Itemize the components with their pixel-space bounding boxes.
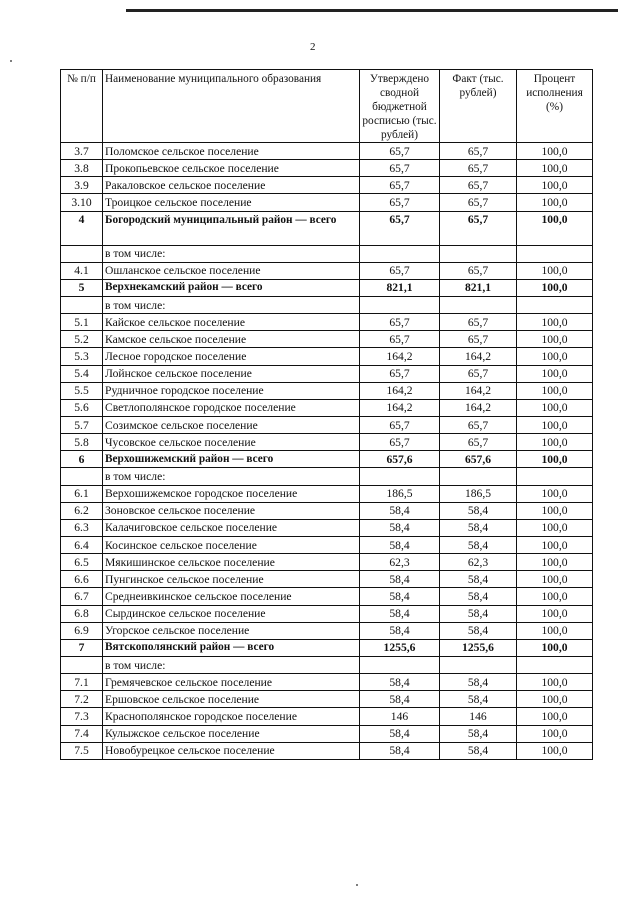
table-row xyxy=(61,742,593,759)
cell-name: Косинское сельское поселение xyxy=(103,536,360,553)
table-row xyxy=(61,296,593,313)
table-header-row xyxy=(61,70,593,143)
cell-num: 4 xyxy=(61,211,103,245)
cell-percent: 100,0 xyxy=(517,536,593,553)
cell-num xyxy=(61,468,103,485)
cell-fact: 65,7 xyxy=(440,331,517,348)
cell-fact xyxy=(440,296,517,313)
cell-name: Новобурецкое сельское поселение xyxy=(103,742,360,759)
cell-percent xyxy=(517,245,593,262)
cell-fact: 58,4 xyxy=(440,605,517,622)
cell-percent: 100,0 xyxy=(517,399,593,416)
cell-approved: 58,4 xyxy=(360,571,440,588)
cell-name: в том числе: xyxy=(103,468,360,485)
cell-percent: 100,0 xyxy=(517,314,593,331)
cell-name: Кайское сельское поселение xyxy=(103,314,360,331)
table-row xyxy=(61,519,593,536)
cell-fact: 58,4 xyxy=(440,571,517,588)
table-row xyxy=(61,262,593,279)
cell-percent: 100,0 xyxy=(517,434,593,451)
table-row xyxy=(61,588,593,605)
table-row xyxy=(61,571,593,588)
cell-name: Верхошижемское городское поселение xyxy=(103,485,360,502)
cell-approved: 164,2 xyxy=(360,399,440,416)
cell-percent: 100,0 xyxy=(517,674,593,691)
cell-name: в том числе: xyxy=(103,245,360,262)
cell-percent: 100,0 xyxy=(517,365,593,382)
cell-num: 5.5 xyxy=(61,382,103,399)
table-row xyxy=(61,725,593,742)
cell-fact: 65,7 xyxy=(440,434,517,451)
cell-num xyxy=(61,296,103,313)
cell-fact: 58,4 xyxy=(440,588,517,605)
cell-percent: 100,0 xyxy=(517,177,593,194)
cell-approved: 58,4 xyxy=(360,622,440,639)
cell-percent: 100,0 xyxy=(517,451,593,468)
cell-name: Зоновское сельское поселение xyxy=(103,502,360,519)
cell-name: Кулыжское сельское поселение xyxy=(103,725,360,742)
cell-approved xyxy=(360,656,440,673)
table-row xyxy=(61,708,593,725)
cell-num: 6.7 xyxy=(61,588,103,605)
cell-fact: 58,4 xyxy=(440,742,517,759)
cell-approved: 58,4 xyxy=(360,725,440,742)
table-row xyxy=(61,194,593,211)
header-num: № п/п xyxy=(61,70,103,143)
cell-percent: 100,0 xyxy=(517,211,593,245)
table-row xyxy=(61,365,593,382)
cell-approved: 65,7 xyxy=(360,194,440,211)
cell-percent: 100,0 xyxy=(517,160,593,177)
cell-num: 6.9 xyxy=(61,622,103,639)
cell-fact xyxy=(440,656,517,673)
cell-approved: 65,7 xyxy=(360,365,440,382)
cell-approved: 58,4 xyxy=(360,691,440,708)
table-row xyxy=(61,485,593,502)
scan-speck xyxy=(10,60,12,62)
cell-approved: 58,4 xyxy=(360,536,440,553)
cell-fact: 65,7 xyxy=(440,211,517,245)
cell-num: 6.8 xyxy=(61,605,103,622)
cell-percent: 100,0 xyxy=(517,742,593,759)
scan-speck xyxy=(356,884,358,886)
cell-percent: 100,0 xyxy=(517,588,593,605)
cell-num: 7 xyxy=(61,639,103,656)
table-row xyxy=(61,331,593,348)
cell-name: Гремячевское сельское поселение xyxy=(103,674,360,691)
header-name: Наименование муниципального образования xyxy=(103,70,360,143)
cell-approved: 58,4 xyxy=(360,588,440,605)
cell-num: 6.2 xyxy=(61,502,103,519)
cell-approved: 657,6 xyxy=(360,451,440,468)
table-row xyxy=(61,348,593,365)
cell-num: 6.4 xyxy=(61,536,103,553)
cell-num: 7.5 xyxy=(61,742,103,759)
cell-num: 7.3 xyxy=(61,708,103,725)
table-row-total xyxy=(61,211,593,245)
cell-approved: 65,7 xyxy=(360,434,440,451)
cell-num: 7.1 xyxy=(61,674,103,691)
cell-percent xyxy=(517,468,593,485)
cell-approved: 186,5 xyxy=(360,485,440,502)
cell-percent: 100,0 xyxy=(517,262,593,279)
cell-percent: 100,0 xyxy=(517,605,593,622)
cell-percent: 100,0 xyxy=(517,639,593,656)
cell-name: Ершовское сельское поселение xyxy=(103,691,360,708)
cell-percent: 100,0 xyxy=(517,519,593,536)
cell-num: 5.7 xyxy=(61,416,103,433)
cell-fact: 65,7 xyxy=(440,365,517,382)
cell-fact xyxy=(440,468,517,485)
cell-fact: 58,4 xyxy=(440,502,517,519)
cell-approved: 65,7 xyxy=(360,262,440,279)
cell-approved: 1255,6 xyxy=(360,639,440,656)
cell-name: Верхошижемский район — всего xyxy=(103,451,360,468)
cell-name: Светлополянское городское поселение xyxy=(103,399,360,416)
cell-approved xyxy=(360,296,440,313)
cell-fact: 65,7 xyxy=(440,194,517,211)
cell-approved: 58,4 xyxy=(360,674,440,691)
cell-fact: 657,6 xyxy=(440,451,517,468)
cell-percent: 100,0 xyxy=(517,143,593,160)
cell-num: 7.2 xyxy=(61,691,103,708)
cell-name: Верхнекамский район — всего xyxy=(103,279,360,296)
header-fact: Факт (тыс. рублей) xyxy=(440,70,517,143)
cell-approved: 65,7 xyxy=(360,211,440,245)
top-rule xyxy=(126,9,618,12)
table-row xyxy=(61,245,593,262)
cell-num: 6.1 xyxy=(61,485,103,502)
cell-percent: 100,0 xyxy=(517,194,593,211)
table-row xyxy=(61,656,593,673)
cell-approved: 164,2 xyxy=(360,348,440,365)
cell-fact: 62,3 xyxy=(440,554,517,571)
table-row xyxy=(61,691,593,708)
cell-approved: 164,2 xyxy=(360,382,440,399)
cell-name: Угорское сельское поселение xyxy=(103,622,360,639)
cell-percent: 100,0 xyxy=(517,348,593,365)
cell-fact: 65,7 xyxy=(440,262,517,279)
table-row xyxy=(61,143,593,160)
cell-num: 6.6 xyxy=(61,571,103,588)
table-row xyxy=(61,160,593,177)
cell-name: в том числе: xyxy=(103,656,360,673)
cell-num: 7.4 xyxy=(61,725,103,742)
cell-name: Лойнское сельское поселение xyxy=(103,365,360,382)
cell-fact: 58,4 xyxy=(440,622,517,639)
cell-percent: 100,0 xyxy=(517,502,593,519)
cell-num: 3.8 xyxy=(61,160,103,177)
cell-name: Камское сельское поселение xyxy=(103,331,360,348)
cell-approved: 58,4 xyxy=(360,519,440,536)
cell-approved: 146 xyxy=(360,708,440,725)
cell-fact: 1255,6 xyxy=(440,639,517,656)
cell-num: 6.5 xyxy=(61,554,103,571)
cell-num: 5.6 xyxy=(61,399,103,416)
table-row-total xyxy=(61,279,593,296)
cell-fact: 164,2 xyxy=(440,348,517,365)
cell-fact: 65,7 xyxy=(440,177,517,194)
table-row xyxy=(61,622,593,639)
cell-approved: 58,4 xyxy=(360,502,440,519)
cell-approved: 58,4 xyxy=(360,742,440,759)
table-row xyxy=(61,382,593,399)
cell-num: 3.9 xyxy=(61,177,103,194)
cell-percent: 100,0 xyxy=(517,485,593,502)
cell-num: 5.1 xyxy=(61,314,103,331)
table-row xyxy=(61,605,593,622)
cell-name: Прокопьевское сельское поселение xyxy=(103,160,360,177)
cell-fact: 186,5 xyxy=(440,485,517,502)
cell-approved: 65,7 xyxy=(360,160,440,177)
table-row-total xyxy=(61,639,593,656)
cell-name: Ракаловское сельское поселение xyxy=(103,177,360,194)
cell-name: Рудничное городское поселение xyxy=(103,382,360,399)
cell-percent: 100,0 xyxy=(517,708,593,725)
cell-name: Калачиговское сельское поселение xyxy=(103,519,360,536)
cell-fact: 821,1 xyxy=(440,279,517,296)
table-row xyxy=(61,674,593,691)
page-number: 2 xyxy=(310,41,316,53)
cell-approved: 65,7 xyxy=(360,143,440,160)
table-row xyxy=(61,434,593,451)
cell-percent xyxy=(517,656,593,673)
cell-approved xyxy=(360,468,440,485)
cell-percent xyxy=(517,296,593,313)
cell-num: 6.3 xyxy=(61,519,103,536)
cell-percent: 100,0 xyxy=(517,571,593,588)
cell-fact: 58,4 xyxy=(440,725,517,742)
cell-fact: 65,7 xyxy=(440,143,517,160)
cell-name: в том числе: xyxy=(103,296,360,313)
table-body xyxy=(61,143,593,760)
cell-name: Вятскополянский район — всего xyxy=(103,639,360,656)
table-row xyxy=(61,177,593,194)
header-percent: Процент исполнения (%) xyxy=(517,70,593,143)
table-row xyxy=(61,468,593,485)
cell-fact: 65,7 xyxy=(440,314,517,331)
cell-percent: 100,0 xyxy=(517,725,593,742)
cell-approved: 58,4 xyxy=(360,605,440,622)
cell-num: 6 xyxy=(61,451,103,468)
cell-fact: 58,4 xyxy=(440,674,517,691)
table-row xyxy=(61,314,593,331)
cell-percent: 100,0 xyxy=(517,554,593,571)
table-row xyxy=(61,536,593,553)
cell-percent: 100,0 xyxy=(517,279,593,296)
cell-fact: 164,2 xyxy=(440,399,517,416)
cell-fact: 58,4 xyxy=(440,691,517,708)
cell-name: Лесное городское поселение xyxy=(103,348,360,365)
cell-name: Богородский муниципальный район — всего xyxy=(103,211,360,245)
cell-fact: 58,4 xyxy=(440,536,517,553)
table-row xyxy=(61,416,593,433)
table-row xyxy=(61,554,593,571)
cell-num: 4.1 xyxy=(61,262,103,279)
cell-num: 3.7 xyxy=(61,143,103,160)
cell-num xyxy=(61,656,103,673)
cell-percent: 100,0 xyxy=(517,416,593,433)
cell-num: 5.4 xyxy=(61,365,103,382)
cell-fact: 65,7 xyxy=(440,416,517,433)
cell-fact xyxy=(440,245,517,262)
cell-name: Сырдинское сельское поселение xyxy=(103,605,360,622)
cell-percent: 100,0 xyxy=(517,382,593,399)
cell-name: Троицкое сельское поселение xyxy=(103,194,360,211)
cell-approved: 65,7 xyxy=(360,331,440,348)
cell-name: Созимское сельское поселение xyxy=(103,416,360,433)
table-row xyxy=(61,502,593,519)
cell-approved xyxy=(360,245,440,262)
cell-num xyxy=(61,245,103,262)
cell-approved: 821,1 xyxy=(360,279,440,296)
table-row xyxy=(61,399,593,416)
cell-fact: 65,7 xyxy=(440,160,517,177)
cell-approved: 65,7 xyxy=(360,177,440,194)
cell-fact: 146 xyxy=(440,708,517,725)
cell-name: Поломское сельское поселение xyxy=(103,143,360,160)
cell-name: Пунгинское сельское поселение xyxy=(103,571,360,588)
cell-name: Среднеивкинское сельское поселение xyxy=(103,588,360,605)
cell-approved: 65,7 xyxy=(360,314,440,331)
cell-name: Краснополянское городское поселение xyxy=(103,708,360,725)
cell-name: Мякишинское сельское поселение xyxy=(103,554,360,571)
cell-name: Чусовское сельское поселение xyxy=(103,434,360,451)
cell-num: 5.3 xyxy=(61,348,103,365)
cell-percent: 100,0 xyxy=(517,622,593,639)
cell-percent: 100,0 xyxy=(517,331,593,348)
table-row-total xyxy=(61,451,593,468)
cell-approved: 65,7 xyxy=(360,416,440,433)
cell-name: Ошланское сельское поселение xyxy=(103,262,360,279)
cell-percent: 100,0 xyxy=(517,691,593,708)
cell-num: 5.8 xyxy=(61,434,103,451)
cell-num: 3.10 xyxy=(61,194,103,211)
budget-execution-table xyxy=(60,69,593,760)
cell-fact: 58,4 xyxy=(440,519,517,536)
header-approved: Утверждено сводной бюджетной росписью (тыс. рублей) xyxy=(360,70,440,143)
cell-num: 5.2 xyxy=(61,331,103,348)
cell-num: 5 xyxy=(61,279,103,296)
cell-approved: 62,3 xyxy=(360,554,440,571)
cell-fact: 164,2 xyxy=(440,382,517,399)
